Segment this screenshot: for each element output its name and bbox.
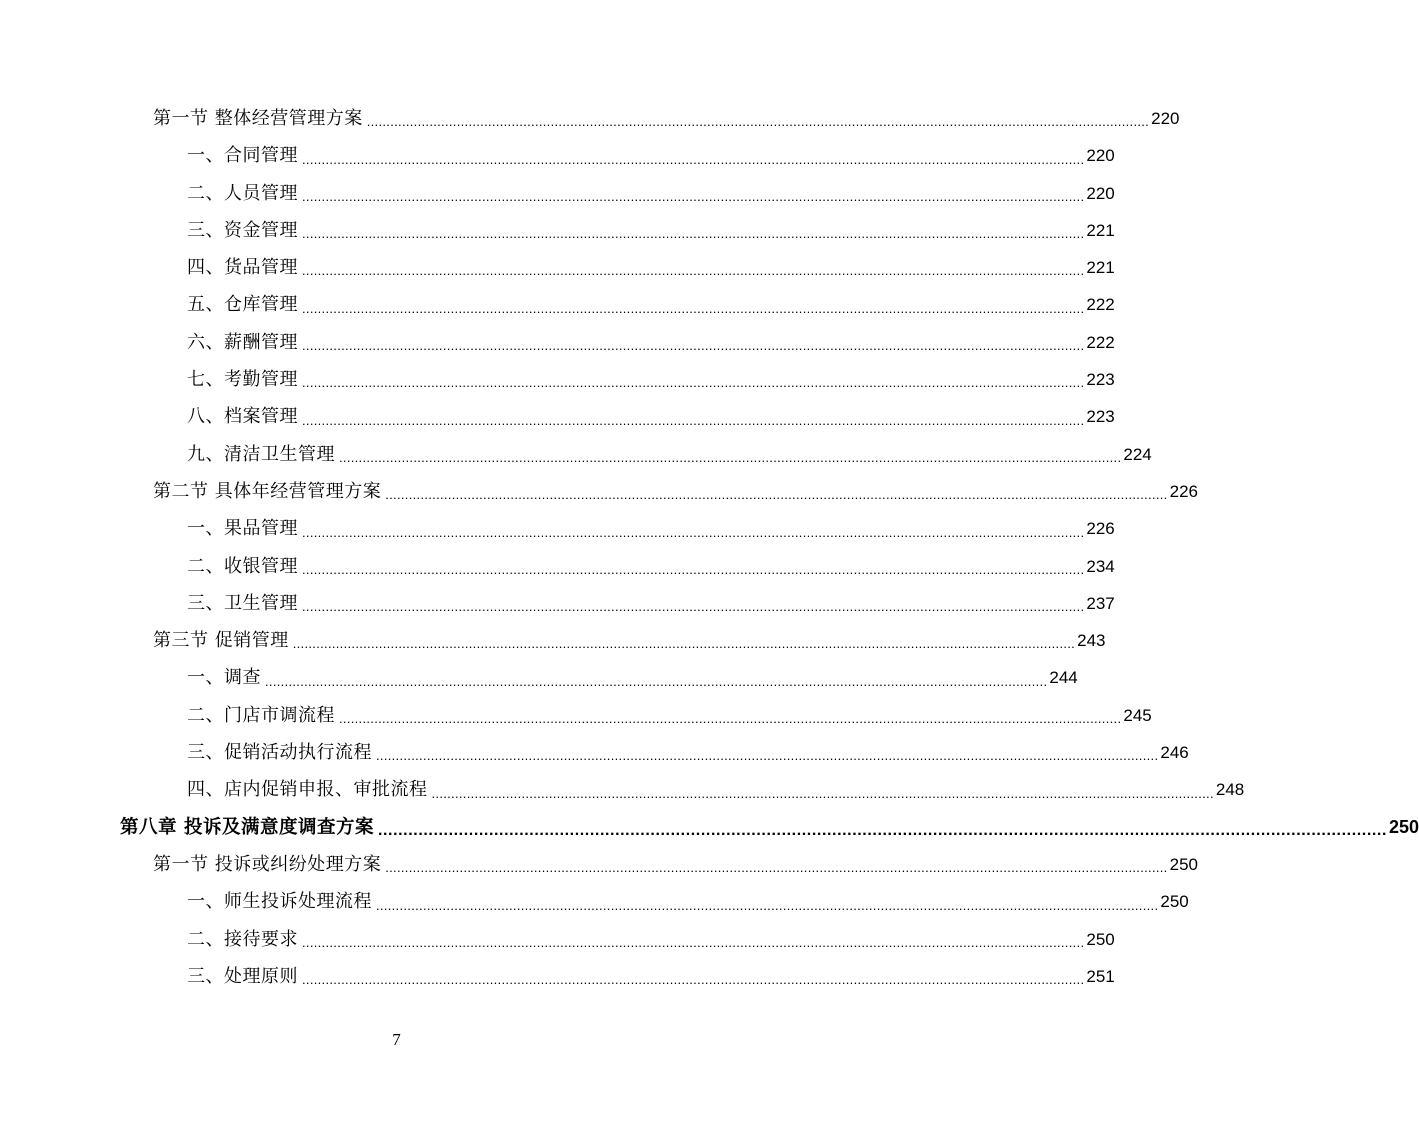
toc-entry[interactable] [0,846,1198,883]
toc-entry[interactable] [0,809,1419,846]
toc-dot-leader: ........................................................................................................................................................................................................ [385,487,1168,503]
toc-entry-title: 一、果品管理 [187,518,298,540]
toc-dot-leader: ........................................................................................................................................................................................................ [376,748,1159,764]
toc-entry[interactable] [0,473,1198,510]
toc-entry[interactable] [0,883,1189,920]
toc-dot-leader: ........................................................................................................................................................................................................ [302,561,1085,577]
toc-dot-leader: ........................................................................................................................................................................................................ [377,821,1388,839]
toc-entry-page: 221 [1086,220,1115,240]
toc-dot-leader: ........................................................................................................................................................................................................ [302,226,1085,242]
toc-entry-page: 250 [1160,892,1189,912]
toc-dot-leader: ........................................................................................................................................................................................................ [302,263,1085,279]
toc-entry-page: 220 [1086,146,1115,166]
toc-entry-page: 248 [1215,780,1245,800]
toc-entry[interactable] [0,398,1115,435]
toc-entry[interactable] [0,659,1078,696]
toc-entry[interactable] [0,324,1115,361]
toc-entry-page: 245 [1123,705,1152,725]
toc-entry[interactable] [0,921,1115,958]
toc-entry[interactable] [0,212,1115,249]
toc-entry-title: 五、仓库管理 [187,294,298,316]
page-number: 7 [392,1030,401,1049]
toc-entry-title: 九、清洁卫生管理 [187,443,335,465]
toc-entry-title: 二、收银管理 [187,555,298,577]
toc-entry-title: 第三节 促销管理 [153,630,289,652]
toc-entry-title: 六、薪酬管理 [187,331,298,353]
toc-entry-title: 第八章 投诉及满意度调查方案 [120,816,374,838]
toc-dot-leader: ........................................................................................................................................................................................................ [292,636,1076,652]
toc-entry[interactable] [0,548,1115,585]
toc-entry[interactable] [0,137,1115,174]
toc-entry-title: 八、档案管理 [187,406,298,428]
toc-entry-page: 220 [1151,109,1180,128]
toc-entry-page: 220 [1086,183,1115,203]
toc-entry-page: 223 [1086,407,1115,427]
toc-dot-leader: ........................................................................................................................................................................................................ [302,375,1085,391]
toc-entry[interactable] [0,622,1106,659]
toc-entry-title: 二、接待要求 [187,928,298,950]
toc-entry-title: 七、考勤管理 [187,369,298,391]
toc-entry[interactable] [0,697,1152,734]
toc-dot-leader: ........................................................................................................................................................................................................ [339,711,1122,727]
toc-dot-leader: ........................................................................................................................................................................................................ [302,599,1085,615]
toc-entry[interactable] [0,585,1115,622]
toc-entry-page: 250 [1389,816,1419,837]
toc-dot-leader: ........................................................................................................................................................................................................ [302,934,1085,950]
toc-entry-page: 244 [1049,668,1078,688]
toc-entry-title: 四、货品管理 [187,257,298,279]
toc-entry-title: 第二节 具体年经营管理方案 [153,480,382,502]
toc-entry-page: 243 [1077,631,1106,651]
toc-entry-title: 第一节 投诉或纠纷处理方案 [153,853,382,875]
toc-entry-title: 三、卫生管理 [187,592,298,614]
toc-entry[interactable] [0,771,1245,808]
toc-entry-page: 223 [1086,370,1115,390]
toc-entry[interactable] [0,100,1180,137]
toc-entry-title: 一、合同管理 [187,145,298,167]
toc-entry-page: 226 [1086,519,1115,539]
toc-entry[interactable] [0,734,1189,771]
toc-dot-leader: ........................................................................................................................................................................................................ [265,673,1048,689]
toc-entry-page: 221 [1086,258,1115,278]
toc-dot-leader: ........................................................................................................................................................................................................ [302,151,1085,167]
toc-entry-title: 三、资金管理 [187,219,298,241]
toc-entry-title: 一、调查 [187,667,261,689]
toc-entry-title: 二、门店市调流程 [187,704,335,726]
toc-entry-page: 222 [1086,295,1115,315]
toc-entry-title: 第一节 整体经营管理方案 [153,108,363,129]
toc-entry[interactable] [0,249,1115,286]
toc-entry[interactable] [0,361,1115,398]
toc-entry-page: 224 [1123,444,1152,464]
toc-dot-leader: ........................................................................................................................................................................................................ [302,412,1085,428]
toc-dot-leader: ........................................................................................................................................................................................................ [376,897,1159,913]
toc-entry-title: 二、人员管理 [187,182,298,204]
toc-dot-leader: ........................................................................................................................................................................................................ [431,785,1214,801]
toc-dot-leader: ........................................................................................................................................................................................................ [302,338,1085,354]
toc-entry-page: 222 [1086,332,1115,352]
toc-entry-page: 246 [1160,743,1189,763]
toc-entry[interactable] [0,436,1152,473]
toc-dot-leader: ........................................................................................................................................................................................................ [302,972,1085,988]
toc-entry[interactable] [0,958,1115,995]
toc-entry-page: 251 [1086,966,1115,986]
toc-entry-page: 237 [1086,593,1115,613]
toc-dot-leader: ........................................................................................................................................................................................................ [366,114,1150,130]
toc-dot-leader: ........................................................................................................................................................................................................ [302,300,1085,316]
toc-dot-leader: ........................................................................................................................................................................................................ [302,524,1085,540]
toc-entry-title: 三、促销活动执行流程 [187,742,372,764]
toc-entry-page: 250 [1086,929,1115,949]
toc-dot-leader: ........................................................................................................................................................................................................ [302,188,1085,204]
toc-entry-page: 250 [1169,854,1198,874]
toc-entry-page: 226 [1169,481,1198,501]
toc-dot-leader: ........................................................................................................................................................................................................ [385,860,1168,876]
toc-entry[interactable] [0,286,1115,323]
toc-entry-title: 三、处理原则 [187,965,298,987]
table-of-contents [0,100,1419,995]
toc-entry[interactable] [0,175,1115,212]
toc-entry-page: 234 [1086,556,1115,576]
toc-entry[interactable] [0,510,1115,547]
toc-entry-title: 一、师生投诉处理流程 [187,891,372,913]
toc-entry-title: 四、店内促销申报、审批流程 [187,779,428,801]
toc-dot-leader: ........................................................................................................................................................................................................ [339,449,1122,465]
